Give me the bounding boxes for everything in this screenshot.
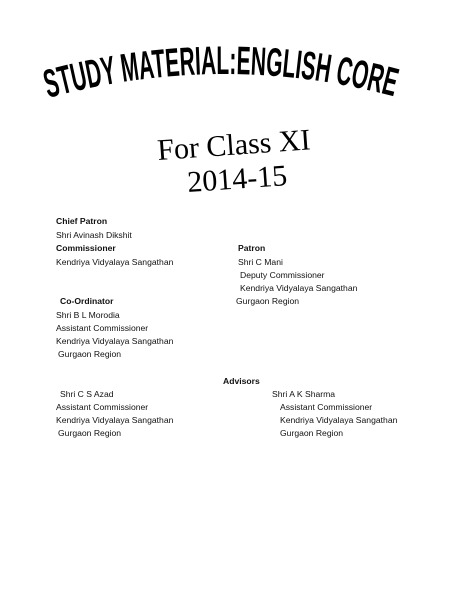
- patron-designation: Deputy Commissioner: [240, 270, 325, 280]
- commissioner-org: Kendriya Vidyalaya Sangathan: [56, 257, 174, 267]
- advisors-heading: Advisors: [223, 376, 260, 386]
- advisor-right-org: Kendriya Vidyalaya Sangathan: [280, 415, 398, 425]
- coordinator-designation: Assistant Commissioner: [56, 323, 149, 333]
- patron-name: Shri C Mani: [238, 257, 283, 267]
- chief-patron-heading: Chief Patron: [56, 216, 108, 226]
- advisor-right-name: Shri A K Sharma: [272, 389, 336, 399]
- coordinator-heading: Co-Ordinator: [60, 296, 114, 306]
- patron-org: Kendriya Vidyalaya Sangathan: [240, 283, 358, 293]
- document-subtitle-class: For Class XI: [156, 123, 312, 167]
- advisor-right-region: Gurgaon Region: [280, 428, 344, 438]
- title-wordart: [0, 0, 474, 200]
- commissioner-heading: Commissioner: [56, 243, 116, 253]
- advisor-left-org: Kendriya Vidyalaya Sangathan: [56, 415, 174, 425]
- advisor-left-designation: Assistant Commissioner: [56, 402, 149, 412]
- svg-text:STUDY MATERIAL:ENGLISH CORE: [39, 38, 415, 109]
- chief-patron-name: Shri Avinash Dikshit: [56, 230, 132, 240]
- coordinator-region: Gurgaon Region: [58, 349, 122, 359]
- advisor-right-designation: Assistant Commissioner: [280, 402, 373, 412]
- document-subtitle-year: 2014-15: [186, 159, 289, 199]
- advisor-left-name: Shri C S Azad: [60, 389, 114, 399]
- patron-heading: Patron: [238, 243, 266, 253]
- document-title: STUDY MATERIAL:ENGLISH CORE: [39, 38, 415, 109]
- advisor-left-region: Gurgaon Region: [58, 428, 122, 438]
- coordinator-name: Shri B L Morodia: [56, 310, 120, 320]
- coordinator-org: Kendriya Vidyalaya Sangathan: [56, 336, 174, 346]
- patron-region: Gurgaon Region: [236, 296, 300, 306]
